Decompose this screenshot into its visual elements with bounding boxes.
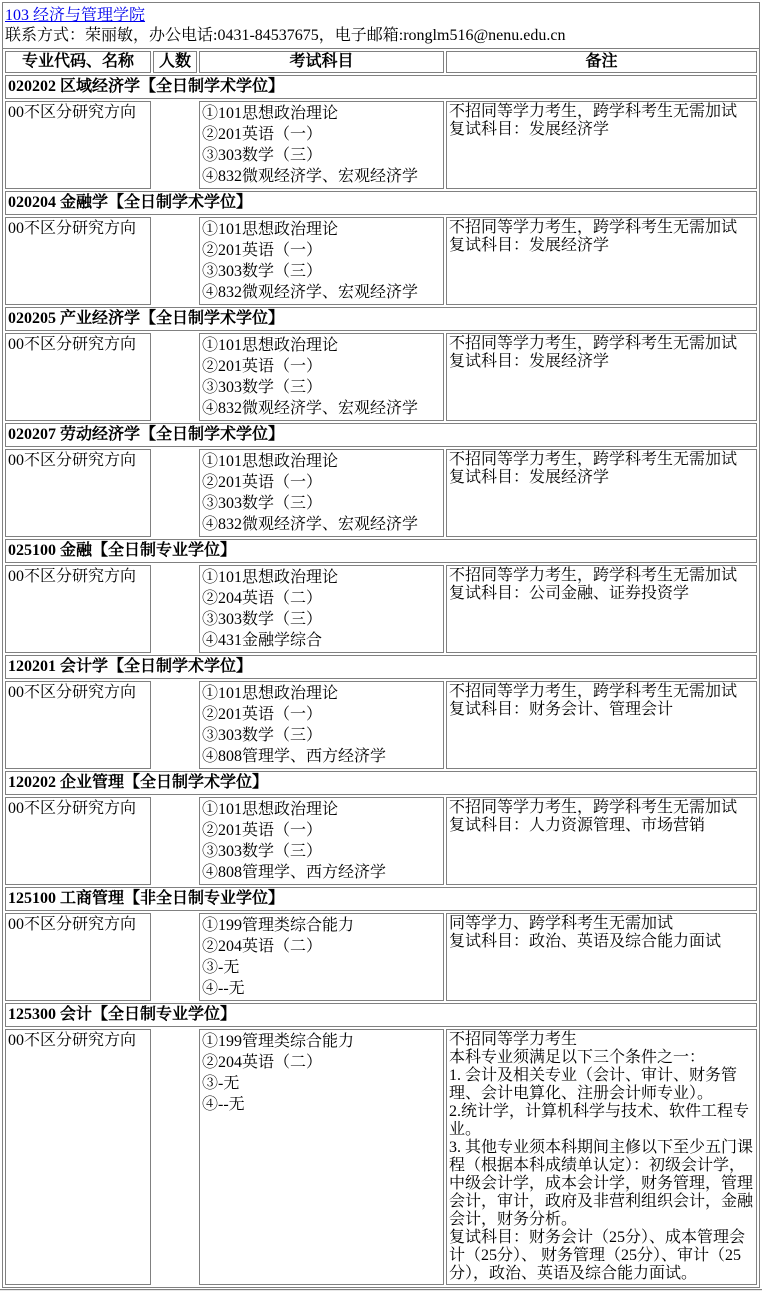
research-direction: 00不区分研究方向 <box>5 333 151 421</box>
research-direction: 00不区分研究方向 <box>5 101 151 189</box>
school-section-box <box>2 2 760 1288</box>
remark-line: 复试科目：财务会计（25分）、成本管理会计（25分）、 财务管理（25分）、审计（25分），政治、英语及综合能力面试。 <box>449 1229 746 1282</box>
col-header-major-code-name: 专业代码、名称 <box>5 51 151 73</box>
remarks-cell <box>446 797 757 885</box>
exam-subjects-cell <box>199 913 444 1001</box>
exam-subject-line: ②201英语（一） <box>202 242 323 259</box>
research-direction: 00不区分研究方向 <box>5 449 151 537</box>
exam-subject-line: ④832微观经济学、宏观经济学 <box>202 168 419 185</box>
program-detail-row <box>5 101 757 189</box>
remark-line: 不招同等学力考生，跨学科考生无需加试 <box>449 683 738 700</box>
remark-line: 不招同等学力考生 <box>449 1031 578 1048</box>
remark-line: 复试科目：发展经济学 <box>449 469 610 486</box>
remarks-cell <box>446 101 757 189</box>
exam-subject-line: ④832微观经济学、宏观经济学 <box>202 400 419 417</box>
exam-subject-line: ④808管理学、西方经济学 <box>202 864 387 881</box>
exam-subjects-cell <box>199 333 444 421</box>
remark-line: 复试科目：政治、英语及综合能力面试 <box>449 933 722 950</box>
exam-subjects-cell <box>199 1029 444 1285</box>
research-direction: 00不区分研究方向 <box>5 565 151 653</box>
enrollment-count <box>153 1029 197 1285</box>
remark-line: 不招同等学力考生，跨学科考生无需加试 <box>449 799 738 816</box>
remarks-cell <box>446 681 757 769</box>
table-header-row <box>5 51 757 73</box>
section-title-row <box>5 887 757 911</box>
exam-subject-line: ①101思想政治理论 <box>202 569 339 586</box>
exam-subjects-cell <box>199 797 444 885</box>
exam-subject-line: ①101思想政治理论 <box>202 453 339 470</box>
section-title: 120201 会计学【全日制学术学位】 <box>5 655 757 679</box>
enrollment-count <box>153 101 197 189</box>
section-title: 125100 工商管理【非全日制专业学位】 <box>5 887 757 911</box>
section-title-row <box>5 423 757 447</box>
exam-subject-line: ③-无 <box>202 959 240 976</box>
exam-subject-line: ④--无 <box>202 1096 245 1113</box>
section-title: 020204 金融学【全日制学术学位】 <box>5 191 757 215</box>
section-title: 020205 产业经济学【全日制学术学位】 <box>5 307 757 331</box>
remarks-cell <box>446 1029 757 1285</box>
remark-line: 不招同等学力考生，跨学科考生无需加试 <box>449 103 738 120</box>
exam-subject-line: ③303数学（三） <box>202 727 323 744</box>
exam-subject-line: ①101思想政治理论 <box>202 685 339 702</box>
exam-subjects-cell <box>199 681 444 769</box>
remarks-cell <box>446 913 757 1001</box>
exam-subject-line: ②204英语（二） <box>202 590 323 607</box>
enrollment-count <box>153 565 197 653</box>
exam-subject-line: ③303数学（三） <box>202 379 323 396</box>
remark-line: 复试科目：发展经济学 <box>449 353 610 370</box>
remark-line: 2.统计学，计算机科学与技术、软件工程专业。 <box>449 1103 750 1138</box>
admissions-table <box>3 49 759 1287</box>
section-title-row <box>5 75 757 99</box>
program-detail-row <box>5 1029 757 1285</box>
section-title: 125300 会计【全日制专业学位】 <box>5 1003 757 1027</box>
exam-subject-line: ④--无 <box>202 980 245 997</box>
remark-line: 不招同等学力考生，跨学科考生无需加试 <box>449 219 738 236</box>
col-header-count: 人数 <box>153 51 197 73</box>
col-header-exam-subjects: 考试科目 <box>199 51 444 73</box>
exam-subject-line: ④832微观经济学、宏观经济学 <box>202 284 419 301</box>
enrollment-count <box>153 797 197 885</box>
enrollment-count <box>153 217 197 305</box>
section-title: 025100 金融【全日制专业学位】 <box>5 539 757 563</box>
exam-subject-line: ②204英语（二） <box>202 938 323 955</box>
exam-subject-line: ③303数学（三） <box>202 843 323 860</box>
section-divider-rule <box>0 1289 762 1291</box>
remark-line: 1. 会计及相关专业（会计、审计、财务管理、会计电算化、注册会计师专业）。 <box>449 1067 738 1102</box>
contact-line: 联系方式：荣丽敏，办公电话:0431-84537675，电子邮箱:ronglm516@nenu.edu.cn <box>5 27 566 44</box>
exam-subject-line: ①101思想政治理论 <box>202 221 339 238</box>
research-direction: 00不区分研究方向 <box>5 1029 151 1285</box>
program-detail-row <box>5 217 757 305</box>
exam-subject-line: ①101思想政治理论 <box>202 337 339 354</box>
exam-subject-line: ④431金融学综合 <box>202 632 323 649</box>
enrollment-count <box>153 333 197 421</box>
section-title: 020202 区域经济学【全日制学术学位】 <box>5 75 757 99</box>
exam-subject-line: ②201英语（一） <box>202 474 323 491</box>
exam-subject-line: ①199管理类综合能力 <box>202 1033 355 1050</box>
remark-line: 复试科目：财务会计、管理会计 <box>449 701 674 718</box>
remark-line: 复试科目：发展经济学 <box>449 121 610 138</box>
program-detail-row <box>5 681 757 769</box>
section-title-row <box>5 655 757 679</box>
exam-subjects-cell <box>199 449 444 537</box>
exam-subjects-cell <box>199 101 444 189</box>
program-detail-row <box>5 913 757 1001</box>
exam-subjects-cell <box>199 565 444 653</box>
section-title-row <box>5 1003 757 1027</box>
table-body <box>5 75 757 1285</box>
exam-subject-line: ②201英语（一） <box>202 822 323 839</box>
exam-subject-line: ③303数学（三） <box>202 263 323 280</box>
remark-line: 不招同等学力考生，跨学科考生无需加试 <box>449 567 738 584</box>
exam-subject-line: ②201英语（一） <box>202 358 323 375</box>
remark-line: 本科专业须满足以下三个条件之一： <box>449 1049 706 1066</box>
program-detail-row <box>5 565 757 653</box>
remark-line: 3. 其他专业须本科期间主修以下至少五门课程（根据本科成绩单认定）：初级会计学，中级会计学，成本会计学，财务管理，管理会计，审计，政府及非营利组织会计，金融会计，财务分析。 <box>449 1139 754 1228</box>
remark-line: 复试科目：公司金融、证券投资学 <box>449 585 690 602</box>
exam-subject-line: ③-无 <box>202 1075 240 1092</box>
exam-subject-line: ④808管理学、西方经济学 <box>202 748 387 765</box>
section-title: 120202 企业管理【全日制学术学位】 <box>5 771 757 795</box>
section-title-row <box>5 307 757 331</box>
remarks-cell <box>446 449 757 537</box>
exam-subjects-cell <box>199 217 444 305</box>
section-title-row <box>5 191 757 215</box>
remark-line: 不招同等学力考生，跨学科考生无需加试 <box>449 335 738 352</box>
exam-subject-line: ④832微观经济学、宏观经济学 <box>202 516 419 533</box>
enrollment-count <box>153 913 197 1001</box>
remark-line: 复试科目：人力资源管理、市场营销 <box>449 817 706 834</box>
col-header-remarks: 备注 <box>446 51 757 73</box>
exam-subject-line: ①199管理类综合能力 <box>202 917 355 934</box>
school-link[interactable]: 103 经济与管理学院 <box>5 7 146 24</box>
program-detail-row <box>5 449 757 537</box>
section-title: 020207 劳动经济学【全日制学术学位】 <box>5 423 757 447</box>
remarks-cell <box>446 565 757 653</box>
enrollment-count <box>153 449 197 537</box>
remark-line: 同等学力、跨学科考生无需加试 <box>449 915 674 932</box>
section-title-row <box>5 771 757 795</box>
exam-subject-line: ③303数学（三） <box>202 495 323 512</box>
program-detail-row <box>5 797 757 885</box>
research-direction: 00不区分研究方向 <box>5 797 151 885</box>
exam-subject-line: ①101思想政治理论 <box>202 801 339 818</box>
enrollment-count <box>153 681 197 769</box>
remark-line: 不招同等学力考生，跨学科考生无需加试 <box>449 451 738 468</box>
remarks-cell <box>446 333 757 421</box>
exam-subject-line: ②201英语（一） <box>202 706 323 723</box>
section-title-row <box>5 539 757 563</box>
research-direction: 00不区分研究方向 <box>5 913 151 1001</box>
exam-subject-line: ③303数学（三） <box>202 147 323 164</box>
exam-subject-line: ②204英语（二） <box>202 1054 323 1071</box>
school-header <box>3 3 759 49</box>
exam-subject-line: ②201英语（一） <box>202 126 323 143</box>
exam-subject-line: ③303数学（三） <box>202 611 323 628</box>
program-detail-row <box>5 333 757 421</box>
exam-subject-line: ①101思想政治理论 <box>202 105 339 122</box>
research-direction: 00不区分研究方向 <box>5 217 151 305</box>
research-direction: 00不区分研究方向 <box>5 681 151 769</box>
remark-line: 复试科目：发展经济学 <box>449 237 610 254</box>
remarks-cell <box>446 217 757 305</box>
